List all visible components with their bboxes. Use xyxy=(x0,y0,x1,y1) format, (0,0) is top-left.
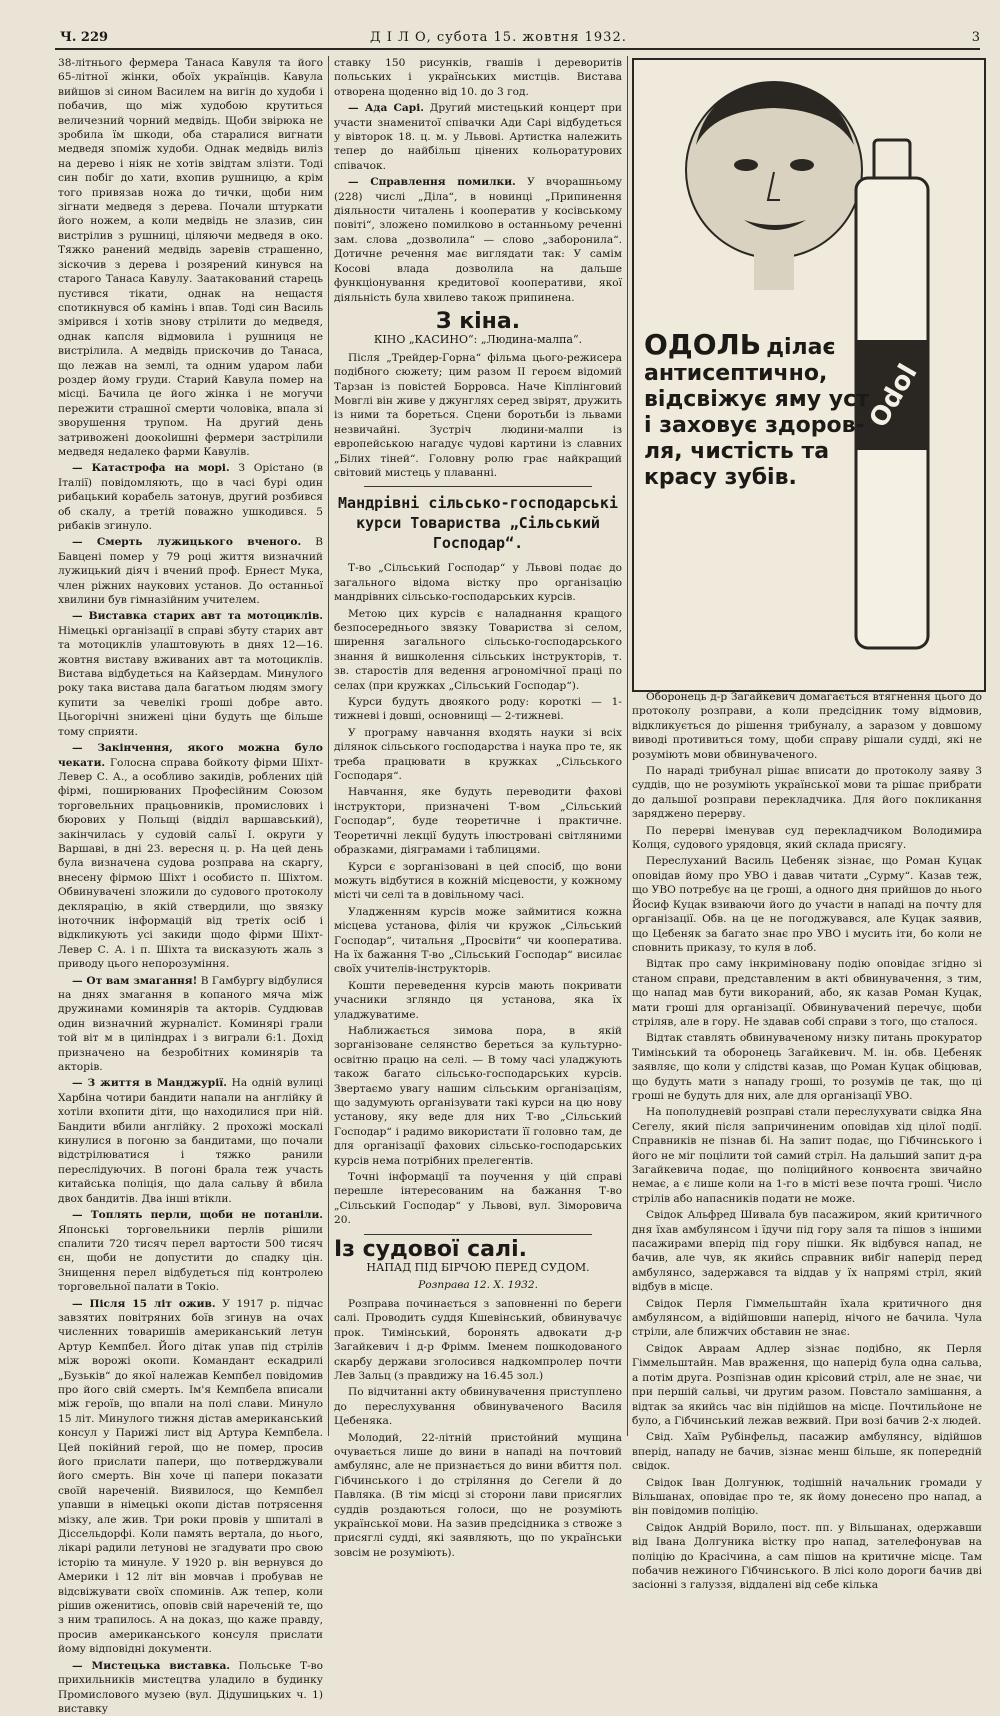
article-headline: — З життя в Манджурії. xyxy=(72,1077,227,1090)
article-paragraph xyxy=(334,726,622,784)
paragraph-text: Метою цих курсів є наладнання кращого безпосереднього звязку Товариства зі селом, ширення загального сільсько-господарського знання й вишколення сільських інструкторів, т. зв. старостів для ведення агрономічної праці по селах (при кружках „Сільський Господар“). xyxy=(334,607,622,692)
subheading: КІНО „КАСИНО“: „Людина-малпа“. xyxy=(373,333,583,347)
article-paragraph xyxy=(632,764,982,822)
article-paragraph xyxy=(334,860,622,903)
article-headline: — Виставка старих авт та мотоциклів. xyxy=(72,610,323,623)
ad-line: і заховує здоров- xyxy=(644,413,865,438)
paragraph-text: Відтак про саму інкриміновану подію оповідає згідно зі станом справи, представленим в акті обвинувачення, з тим, що напад мав бути викораний, або, як казав Роман Куцак, мати гроші для організації. Обвинувачений перечує, щоби стріляв, але в гору. Не здавав собі справи з того, що сталося. xyxy=(632,958,982,1028)
article-paragraph xyxy=(632,1208,982,1294)
paragraph-text: 38-літнього фермера Танаса Кавуля та його 65-літної жінки, обоїх українців. Кавула вийшов зі сином Василем на вигін до худоби і побачив, що між худобою крутиться величезний чорний медвідь. Щоби звірюка не зробила їм шкоди, оба старалися вигнати медведя зпоміж худоби. Однак медвідь виліз на дерево і ніяк не хотів звідтам злізти. Тоді син побіг до хати, вхопив рушницю, а крім того привязав ножа до тички, щоби ним зігнати медведя з дерева. Почали штуркати його ножем, а коли медвідь не злазив, син вистрілив з рушниці, ціляючи медведя в око. Тяжко ранений медвідь заревів страшенно, зіскочив з дерева і розярений кинувся на старого Танаса Кавулу. Заатакований старець пустився тікати, однак на нещастя спотикнувся об камінь і впав. Тоді син Василь змірився і хотів знову стрілити до медведя, однак капсля відмовила і рушниця не вистрілила. А медвідь прискочив до Танаса, що лежав на землі, та одним ударом лаби роздер йому груди. Старий Кавула помер на місці. Бачила це його жінка і не могучи пережити страшної смерти чоловіка, впала зі зворушення трупом. На другий день затривожені доокolишні фермери застрілили медведя недалеко фарми Кавулів. xyxy=(58,57,323,458)
article-paragraph xyxy=(58,741,323,972)
subheading: НАПАД ПІД БІРЧОЮ ПЕРЕД СУДОМ. xyxy=(366,1261,590,1275)
paragraph-text: Навчання, яке будуть переводити фахові інструктори, призначені Т-вом „Сільський Господар“, буде теоретичне і практичне. Теоретичні лекції будуть ілюстровані світляними образками, діяграмами і таблицями. xyxy=(334,786,622,857)
masthead-date: Д І Л О, субота 15. жовтня 1932. xyxy=(370,30,627,45)
section-heading-court: Із судової салі. xyxy=(334,1236,528,1262)
paragraph-text: З Орістано (в Італії) повідомляють, що в часі бурі один рибацький корабель затонув, другий розбився об скалу, а третій поважно ушкодився. 5 рибаків згинуло. xyxy=(58,462,323,532)
header-rule xyxy=(55,48,980,50)
paragraph-text: ставку 150 рисунків, гвашів і дереворитів польських і українських мистців. Вистава отворена щоденно від 10. до 3 год. xyxy=(334,57,622,98)
article-paragraph xyxy=(632,1297,982,1340)
paragraph-text: Оборонець д-р Загайкевич домагається втягнення цього до протоколу розправи, а коли предсідник тому відмовив, відкликується до рішення трибуналу, а заразом у довшому виводі противиться тому, щоби справу рішали судді, які не розуміють мови обвинуваченого. xyxy=(632,691,982,761)
article-paragraph xyxy=(632,957,982,1029)
section-heading-kino: З кіна. xyxy=(435,308,521,334)
article-paragraph xyxy=(632,1430,982,1473)
bottle-label: Odol xyxy=(863,359,924,433)
paragraph-text: Кошти переведення курсів мають покривати учасники згляндо ця установа, яка їх уладжуватиме. xyxy=(334,979,622,1021)
paragraph-text: Свідок Авраам Адлер зізнає подібно, як Перля Гіммельштайн. Мав враження, що наперід була одна сальва, а потім друга. Розпізнав один крісовий стріл, але не знає, чи при першій сальві, чи другим разом. Повстало замішання, а відтак за якийсь час він підійшов на місце. Почтильйонe не було, а Гібчинський лежав вежвий. При возі бачив 2-х людей. xyxy=(632,1342,982,1427)
paragraph-text: Курси є зорганізовані в цей спосіб, що вони можуть відбутися в кожній місцевости, у кожному місті чи селі та в довільному часі. xyxy=(334,860,622,902)
article-paragraph xyxy=(334,1024,622,1168)
paragraph-text: Наближається зимова пора, в якій зорганізоване селянство береться за культурно-освітню працю на селі. — В тому часі уладжують також багато сільсько-господарських курсів. Звертаємо увагу нашим сільським організаціям, що задумують організувати такі курси на цю нову установу, яку веде для них Т-во „Сільський Господар“ і радимо використати її головно там, де для організації фахових сільсько-господарських курсів нема потрібних прелегентів. xyxy=(334,1024,622,1167)
article-paragraph xyxy=(58,1076,323,1206)
paragraph-text: По відчитанні акту обвинувачення приступлено до переслухування обвинуваченого Василя Цебеняка. xyxy=(334,1386,622,1428)
paragraph-text: Свідок Іван Долгунюк, тодішній начальник громади у Вільшанах, оповідає про те, як йому донесено про напад, а він повідомив поліцію. xyxy=(632,1476,982,1518)
paragraph-text: Голосна справа бойкоту фірми Шіхт-Левер С. А., а особливо закидів, роблених цій фірмі, поширюваних Професійним Союзом торговельних працьовників, промислових і бюрових у Польщі (відділ варшавський), закінчилась у судовій сальї І. округи у Варшаві, в дні 23. вересня ц. р. На цей день була визначена судова розправа на скаргу, внесену фірмою Шіхт і особисто п. Шіхтом. Обвинувачені зложили до судового протоколу деклярацію, в якій ствердили, що звязку іноточник інформацій від третіх осіб і відкликують усі закиди щодо фірми Шіхт-Левер С. А. і п. Шіхта та висказують жаль з приводу цього непорозуміння. xyxy=(58,756,323,971)
article-paragraph xyxy=(334,695,622,724)
article-headline: — Закінчення, якого можна було чекати. xyxy=(58,742,323,769)
article-paragraph xyxy=(58,1659,323,1716)
article-headline: — Топлять перли, щоби не потаніли. xyxy=(72,1209,323,1222)
article-paragraph xyxy=(58,461,323,533)
column-3 xyxy=(632,690,982,1592)
paragraph-text: В Гамбургу відбулися на днях змагання в копаного мяча між дружинами коминярів та акторів. Суддював один визначний журналіст. Коминярі грали той віт м в циліндрах і з виграли 6:1. Дохід призначено на безробітних коминярів та акторів. xyxy=(58,974,323,1074)
issue-number: Ч. 229 xyxy=(60,30,109,45)
paragraph-text: Молодий, 22-літній пристойний мущина очувається лише до вини в нападі на почтовий амбулянс, але не признається до вини вбиття пол. Гібчинського і до стріляння до Сегели й до Павляка. (В тім місці зі сторони лави присяглих суддів роздаються голоси, що не розуміють української мови. На зазив предсідника з ствоже з присяглі судді, які заявляють, що по українськи зовсім не розуміють). xyxy=(334,1431,622,1559)
article-paragraph xyxy=(334,1297,622,1383)
article-paragraph xyxy=(58,56,323,459)
column-divider xyxy=(328,56,329,1436)
paragraph-text: Т-во „Сільський Господар“ у Львові подає до загального відома вістку про організацію мандрівних сільсько-господарських курсів. xyxy=(334,562,622,604)
article-paragraph xyxy=(334,1431,622,1561)
article-paragraph xyxy=(334,607,622,693)
paragraph-text: У програму навчання входять науки зі всіх ділянок сільського господарства і наука про те, як треба працювати в кружках „Сільського Господаря“. xyxy=(334,726,622,783)
paragraph-text: На одній вулиці Харбіна чотири бандити напали на англійку й хотіли вхопити діти, що находилися при ній. Бандити вбили англійку. 2 прохожі москалі кинулися в погоню за бандитами, що почали відстрілюватися і тяжко ранили переслідуючих. В погоні брала теж участь китайська поліція, що дала сальву й вбила двох бандитів. Два інші втікли. xyxy=(58,1077,324,1205)
paragraph-text: Японські торговельники перлів рішили спалити 720 тисяч перел вартости 500 тисяч єн, щоби не допустити до спадку цін. Знищення перел відбудеться під контролею торговельної палати в Токіо. xyxy=(58,1223,323,1294)
article-paragraph xyxy=(58,1208,323,1294)
paragraph-text: У вчорашньому (228) числі „Діла“, в новинці „Припинення діяльности читалень і кооператив у косівському повіті“, зложено помилково в останньому реченні зам. слова „дозволила“ — слово „заборонила“. Дотичне речення має виглядати так: У самім Косові влада дозволила на дальше функціонування кредитової кооперативи, якої діяльність була хвилево також припинена. xyxy=(334,176,622,304)
article-headline: — Мистецька виставка. xyxy=(72,1659,231,1672)
article-paragraph xyxy=(334,785,622,857)
article-headline: — Після 15 літ ожив. xyxy=(72,1297,216,1310)
paragraph-text: Свід. Хаїм Рубінфельд, пасажир амбулянсу, відійшов вперід, нападу не бачив, зізнає менш більше, як попередній свідок. xyxy=(632,1431,982,1473)
paragraph-text: Точні інформації та поучення у цій справі перешле інтересованим на бажання Т-во „Сільський Господар“ у Львові, вул. Зіморовича 20. xyxy=(334,1171,622,1227)
article-paragraph xyxy=(334,561,622,604)
section-divider xyxy=(364,486,592,487)
article-paragraph xyxy=(58,974,323,1075)
paragraph-text: Курси будуть двоякого роду: короткі — 1-тижневі і довші, основнищі — 2-тижневі. xyxy=(334,696,622,723)
ad-brand: ОДОЛЬ xyxy=(644,328,762,361)
article-paragraph xyxy=(58,1297,323,1657)
page-number: 3 xyxy=(971,30,980,45)
article-paragraph xyxy=(334,1385,622,1428)
article-paragraph xyxy=(334,351,622,481)
paragraph-text: Відтак ставлять обвинуваченому низку питань прокуратор Тимінський та оборонець Загайкевич. М. ін. обв. Цебеняк заявляє, що коли у слідстві казав, що Роман Куцак обіцював, що будуть мати з нападу гроші, то розумів це так, що ці гроші не будуть для них, але для організації УВО. xyxy=(632,1032,982,1102)
article-paragraph xyxy=(632,854,982,955)
column-divider xyxy=(627,56,628,1436)
article-headline: — От вам змагання! xyxy=(72,974,198,987)
article-title-kursy: Мандрівні сільсько-господарські курси Товариства „Сільський Господар“. xyxy=(338,494,618,553)
article-paragraph xyxy=(632,1031,982,1103)
article-headline: — Справлення помилки. xyxy=(348,176,516,189)
paragraph-text: Свідок Андрій Ворило, пост. пп. у Вільшанах, одержавши від Івана Долгуника вістку про напад, зателефонував на поліцію до Красічина, а сам пішов на критичне місце. Там побачив нежиного Гібчинського. В лісі коло дороги бачив дві засіонні з галуззя, віддалені від себе кілька xyxy=(632,1521,982,1592)
article-paragraph xyxy=(334,905,622,977)
ad-line: красу зубів. xyxy=(644,465,797,490)
ad-line: ля, чистість та xyxy=(644,439,830,464)
column-2 xyxy=(334,56,622,1559)
article-paragraph xyxy=(334,1170,622,1228)
article-paragraph xyxy=(632,1476,982,1519)
paragraph-text: У 1917 р. підчас завзятих повітряних боїв згинув на очах численних товаришів американський летун Артур Кемпбел. Його дітак упав під стрілів між ворожі окопи. Командант ескадрилі „Бузьків“ до якої належав Кемпбел повідомив про його свій смерть. Ім'я Кемпбела вписали між героїв, що впали на полі слави. Минуло 15 літ. Минулого тижня дістав американський консул у Парижі лист від Артура Кемпбела. Цей покійний герой, що не помер, просив його прислати папери, що потверджували його смерть. Він хоче ці папери показати своїй нареченій. Виявилося, що Кемпбел упавши в німецькі окопи дістав потрясення мізку, але жив. Три роки провів у шпиталі в Діссельдорфі. Коли память вертала, до нього, лікарі радили летунові не згадувати про свою історію та минуле. У 1920 р. він вернувся до Америки і 12 літ він мовчав і пробував не відсвіжувати своїх споминів. Аж тепер, коли рішив оженитись, оповів свій нареченій те, що з ним трапилось. А на доказ, що каже правду, просив американського консуля прислати йому відповідні документи. xyxy=(58,1297,324,1656)
ad-line: відсвіжує яму уст xyxy=(644,387,869,412)
article-paragraph xyxy=(334,979,622,1022)
dateline: Розправа 12. X. 1932. xyxy=(418,1279,538,1292)
paragraph-text: По перерві іменував суд перекладчиком Володимира Колця, судового урядовця, який склада присягу. xyxy=(632,824,982,852)
article-paragraph xyxy=(632,824,982,853)
article-paragraph xyxy=(632,1521,982,1593)
ad-copy xyxy=(644,328,974,491)
paragraph-text: Уладженням курсів може займитися кожна місцева установа, філія чи кружок „Сільський Господар“, читальня „Просвіти“ чи кооператива. На їх бажання Т-во „Сільський Господар“ висилає своїх учителів-інструкторів. xyxy=(334,905,622,976)
ad-line: антисептично, xyxy=(644,361,828,386)
column-1 xyxy=(58,56,324,1715)
article-paragraph xyxy=(58,535,323,607)
paragraph-text: Польське Т-во прихильників мистецтва уладило в будинку Промислового музею (вул. Дідушицьких ч. 1) виставку xyxy=(58,1659,323,1715)
article-headline: — Смерть лужицького вченого. xyxy=(72,536,302,549)
paragraph-text: Свідок Перля Гіммельштайн їхала критичного дня амбулянсом, а відійшовши наперід, нічого не бачила. Чула стріли, але ближчих обставин не знає. xyxy=(632,1297,982,1339)
ad-line: ділає xyxy=(766,335,836,360)
article-paragraph xyxy=(334,101,622,173)
article-headline: — Катастрофа на морі. xyxy=(72,462,230,475)
paragraph-text: Німецькі організації в справі збуту старих авт та мотоциклів улаштовують в днях 12—16. жовтня виставу вживаних авт та мотоциклів. Вистава відбудеться на Кайзердам. Минулого року така вистава дала багатьом людям змогу купити за чевелікі гроші добре авто. Цьогорічні знижені ціни будуть ще більше тому сприяти. xyxy=(58,624,323,738)
paragraph-text: На пополудневій розправі стали переслухувати свідка Яна Сегелу, який після запричиненим оповідав хід цілої події. Справників не пізнав бі. На запит подає, що Гібчинського і його не міг поцілити той самий стріл. На дальший запит д-ра Загайкевича подає, що поліцийного конвоєнта звичайно немає, а є лише коли на 1-го в місті везе почта гроші. Число стрілів або напасників подати не може. xyxy=(632,1106,982,1205)
paragraph-text: Переслуханий Василь Цебеняк зізнає, що Роман Куцак оповідав йому про УВО і давав читати „Сурму“. Казав теж, що УВО потребує на це гроші, а одного дня прийшов до нього Йосиф Куцак взиваючи його до участи в нападі на почту для організації. Обв. на це не погоджувався, але Куцак заявив, що Цебеняк за багато знає про УВО і мусить іти, бо коли не сповнить приказу, то куля в лоб. xyxy=(632,855,982,954)
paragraph-text: Після „Трейдер-Горна“ фільма цього-режисера подібного сюжету; цим разом II героєм відомий Тарзан із повістей Борровса. Наче Кіплінговий Мовглі він живе у джунглях серед звірят, дружить із ними та бореться. Сцени боротьби із львами незвичайні. Зустріч людини-малпи із европейською нагадує чудові картини із славних „Білих тіней“. Головну ролю грає найкращий світовий мистець у плаванні. xyxy=(334,351,622,479)
page-header xyxy=(30,28,980,50)
odol-advertisement xyxy=(632,58,986,692)
article-paragraph xyxy=(632,1342,982,1428)
paragraph-text: В Бавцені помер у 79 році життя визначний лужицький діяч і вчений проф. Ернест Мука, член ріжних наукових установ. До останньої хвилини був гімназійним учителем. xyxy=(58,536,323,607)
article-paragraph xyxy=(334,56,622,99)
paragraph-text: Розправа починається з заповненні по береги салі. Проводить суддя Кшевінський, обвинувачує прок. Тимінський, боронять адвокати д-р Загайкевич і д-р Фрімм. Іменем пошкодованого скарбу держави зголосився надкомпролер почти Лев Зальц (з правдижу на 16.45 зол.) xyxy=(334,1297,622,1382)
paragraph-text: Свідок Альфред Шивала був пасажиром, який критичного дня їхав амбулянсом і їдучи під гору заля та пішов з іншими пасажирами вперід під гору пішки. Як відбувся напад, не бачив, але чув, як якийсь справник вибіг наперід перед амбулянсо, задержався та віддав у їх напрямі стріл, який відбув в місце. xyxy=(632,1209,982,1294)
paragraph-text: По нараді трибунал рішає вписати до протоколу заяву 3 суддів, що не розуміють української мови та рішає прибрати до дальшої розправи перекладчика. Для його покликання зарядженo перерву. xyxy=(632,765,982,821)
article-headline: — Ада Сарі. xyxy=(348,102,424,115)
article-paragraph xyxy=(334,175,622,305)
paragraph-text: Другий мистецький концерт при участи знаменитої співачки Ади Сарі відбудеться у вівторок 18. ц. м. у Львові. Артистка належить тепер до найбільш цінених кольоратурових співачок. xyxy=(334,102,622,172)
article-paragraph xyxy=(58,609,323,739)
section-divider xyxy=(364,1234,592,1235)
article-paragraph xyxy=(632,1105,982,1206)
article-paragraph xyxy=(632,690,982,762)
